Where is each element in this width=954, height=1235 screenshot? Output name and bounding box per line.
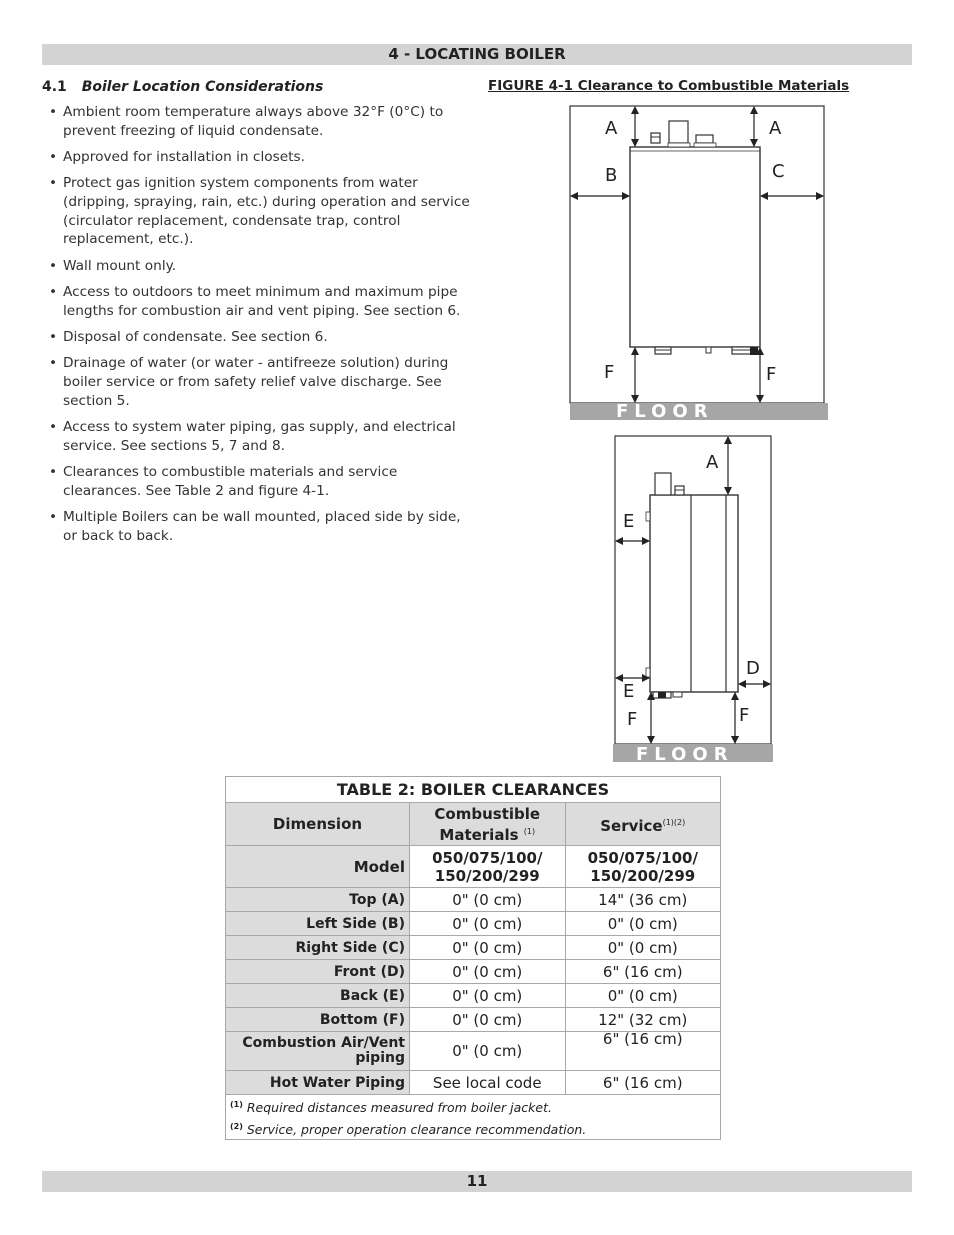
page-footer-bar: [42, 1171, 912, 1192]
column-header-dimension: Dimension: [226, 803, 410, 846]
front-label-a-right: A: [769, 118, 782, 139]
column-header-service: Service$^{(1)(2)}$: [565, 803, 721, 846]
air-intake-icon: [696, 135, 713, 143]
front-label-b: B: [605, 165, 618, 186]
vent-collar-icon: [669, 121, 688, 143]
table-row: Top (A) 0" (0 cm) 14" (36 cm): [226, 888, 721, 912]
front-label-c: C: [772, 161, 785, 182]
list-item: • Access to system water piping, gas supply, and electrical service. See sections 5, 7 and 8.: [49, 419, 456, 454]
page-number: 11: [466, 1172, 488, 1190]
list-item: • Disposal of condensate. See section 6.: [49, 329, 328, 345]
table-row: Right Side (C) 0" (0 cm) 0" (0 cm): [226, 936, 721, 960]
subsection-title: Boiler Location Considerations: [81, 79, 324, 95]
table-title: TABLE 2: BOILER CLEARANCES: [226, 777, 721, 803]
list-item: • Approved for installation in closets.: [49, 149, 306, 165]
table-model-row: [226, 846, 721, 888]
side-label-e-top: E: [623, 511, 635, 532]
list-item: • Access to outdoors to meet minimum and maximum pipe lengths for combustion air and vent piping. See section 6.: [49, 284, 461, 319]
side-label-f-right: F: [739, 705, 750, 726]
table-row: Hot Water Piping See local code 6" (16 cm): [226, 1071, 721, 1095]
boiler-clearances-table: [225, 776, 721, 1140]
list-item: • Wall mount only.: [49, 257, 177, 274]
boiler-side-body: [650, 495, 738, 692]
list-item: • Protect gas ignition system components from water (dripping, spraying, rain, etc.) during operation and service (circulator replacement, condensate trap, control replacement, etc.).: [49, 175, 470, 248]
table-row: Left Side (B) 0" (0 cm) 0" (0 cm): [226, 912, 721, 936]
side-label-a: A: [706, 452, 719, 473]
table-footnotes: [226, 1095, 721, 1140]
side-vent-collar-icon: [655, 473, 671, 495]
boiler-front-body: [630, 147, 760, 347]
side-label-f-left: F: [627, 709, 638, 730]
footnote-1: $^{(1)}$ Required distances measured from boiler jacket.: [230, 1100, 552, 1116]
side-label-e-bottom: E: [623, 681, 635, 702]
front-label-f-left: F: [604, 362, 615, 383]
front-label-f-right: F: [766, 364, 777, 385]
footnote-2: $^{(2)}$ Service, proper operation clearance recommendation.: [230, 1122, 587, 1138]
table-row: Combustion Air/Vent piping 0" (0 cm) 6" (16 cm): [226, 1032, 721, 1071]
side-label-d: D: [746, 658, 760, 679]
subsection-number: 4.1: [42, 79, 67, 95]
list-item: • Ambient room temperature always above 32°F (0°C) to prevent freezing of liquid condensate.: [49, 104, 444, 139]
model-service: 050/075/100/ 150/200/299: [565, 846, 721, 888]
side-floor-label: FLOOR: [636, 744, 734, 765]
list-item: • Multiple Boilers can be wall mounted, placed side by side, or back to back.: [49, 509, 461, 544]
list-item: • Drainage of water (or water - antifreeze solution) during boiler service or from safety relief valve discharge. See section 5.: [49, 355, 449, 409]
table-row: Back (E) 0" (0 cm) 0" (0 cm): [226, 984, 721, 1008]
model-label: Model: [226, 846, 410, 888]
figure-caption: FIGURE 4-1 Clearance to Combustible Materials: [488, 78, 850, 94]
table-row: Front (D) 0" (0 cm) 6" (16 cm): [226, 960, 721, 984]
list-item: • Clearances to combustible materials and service clearances. See Table 2 and figure 4-1.: [49, 464, 398, 499]
relief-valve-icon: [651, 133, 660, 143]
table-header-row: [226, 803, 721, 846]
front-floor-label: FLOOR: [616, 401, 714, 422]
table-row: Bottom (F) 0" (0 cm) 12" (32 cm): [226, 1008, 721, 1032]
side-view-diagram: [613, 436, 773, 765]
model-combustible: 050/075/100/ 150/200/299: [410, 846, 566, 888]
front-view-diagram: [570, 106, 828, 422]
section-header-title: 4 - LOCATING BOILER: [388, 45, 566, 63]
front-label-a-left: A: [605, 118, 618, 139]
column-header-combustible: Combustible Materials $^{(1)}$: [410, 803, 566, 846]
